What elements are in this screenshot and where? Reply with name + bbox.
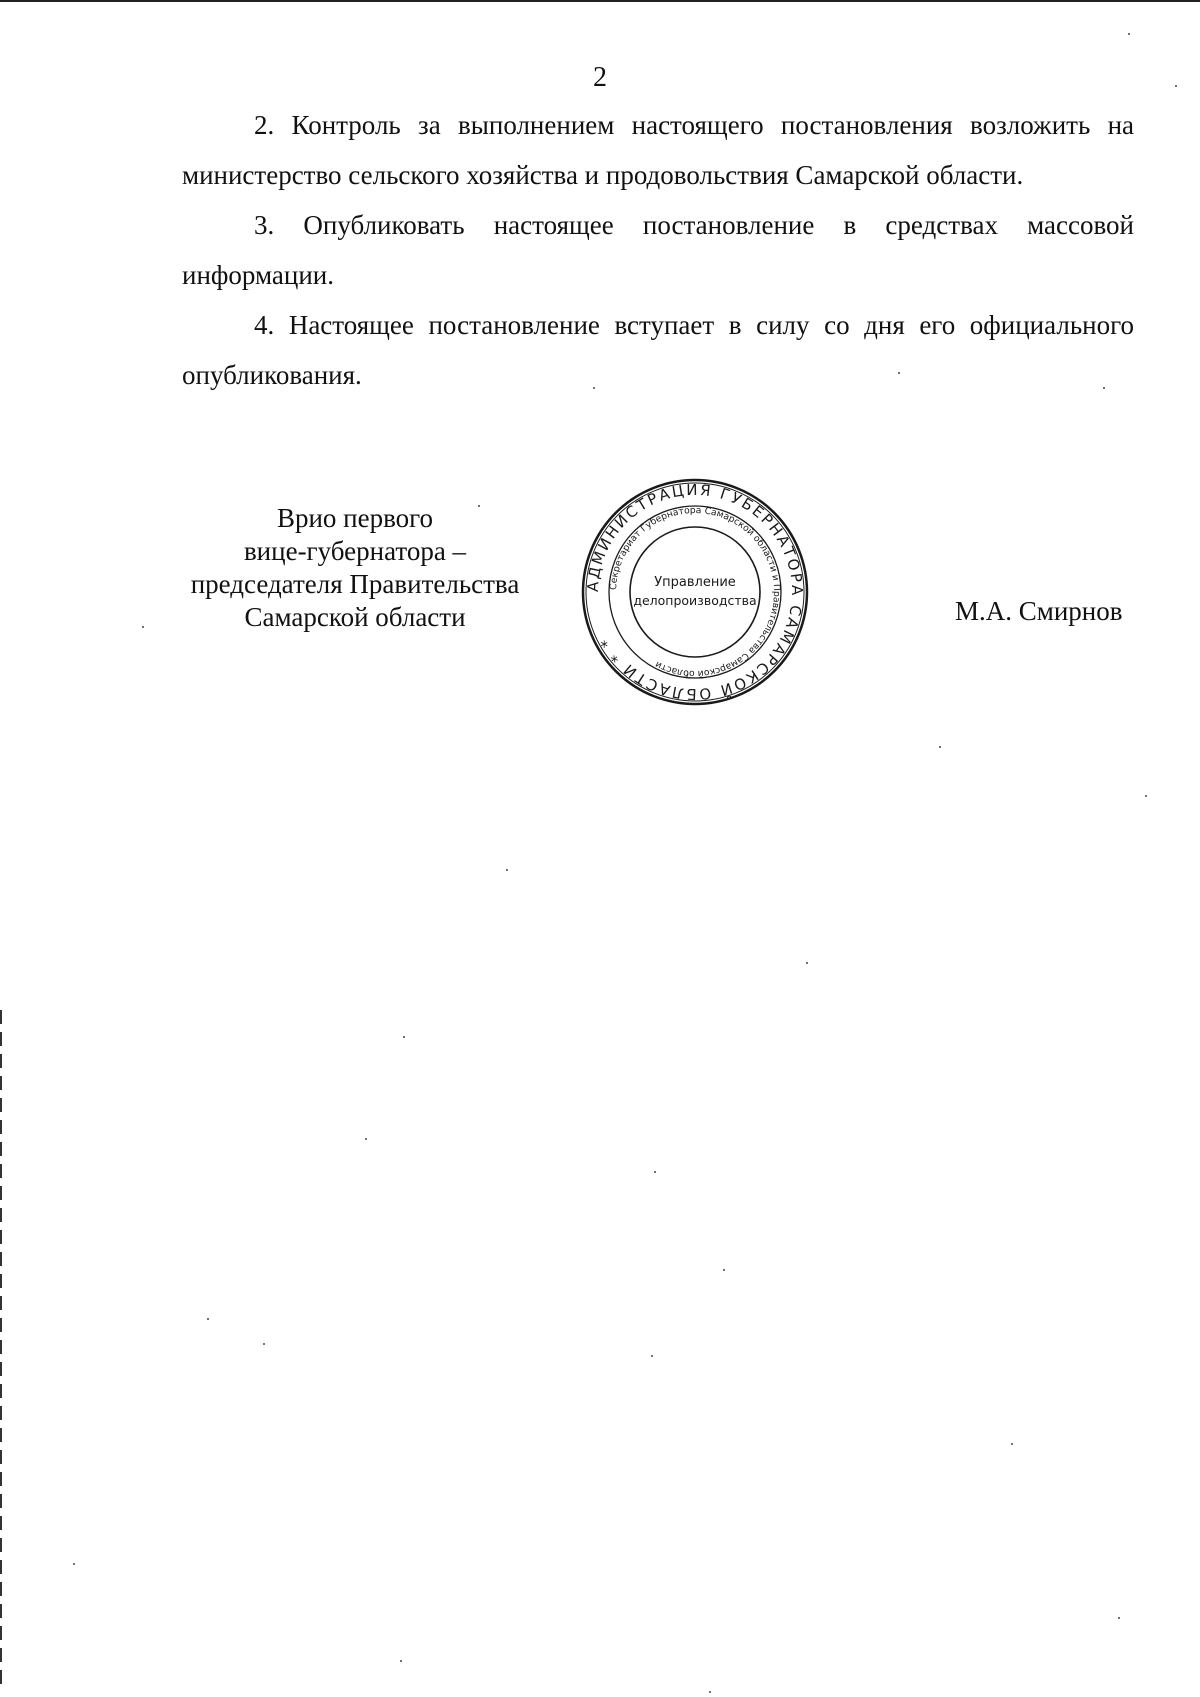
scan-edge-mark: [0, 1010, 2, 1690]
scan-speck: [1128, 33, 1130, 35]
scan-speck: [806, 962, 808, 964]
paragraph-item-3: 3. Опубликовать настоящее постановление в средствах массовой информации.: [182, 210, 1134, 290]
scan-speck: [1011, 1443, 1013, 1445]
scan-speck: [651, 1355, 653, 1357]
scan-speck: [654, 1171, 656, 1173]
scan-speck: [142, 626, 144, 628]
scan-speck: [73, 1563, 75, 1565]
page-number: 2: [593, 62, 607, 93]
scan-speck: [1103, 387, 1105, 389]
scan-speck: [263, 1343, 265, 1345]
scan-speck: [723, 1269, 725, 1271]
signatory-position-line: Самарской области: [244, 602, 466, 632]
scan-speck: [403, 1036, 405, 1038]
stamp-center-line-2: делопроизводства: [633, 593, 757, 608]
document-body: [182, 100, 1134, 400]
scan-speck: [365, 1138, 367, 1140]
signatory-position-line: вице-губернатора –: [243, 536, 467, 566]
signatory-position-line: Врио первого: [276, 503, 434, 533]
paragraph-item-4: 4. Настоящее постановление вступает в силу со дня его официального опубликования.: [182, 310, 1134, 390]
scan-speck: [207, 1318, 209, 1320]
scan-speck: [1145, 795, 1147, 797]
scan-speck: [1175, 85, 1177, 87]
stamp-inner-text: Секретариат Губернатора Самарской области и Правительства Самарской области: [607, 504, 783, 680]
signatory-name: М.А. Смирнов: [955, 596, 1123, 626]
stamp-outer-text: АДМИНИСТРАЦИЯ ГУБЕРНАТОРА САМАРСКОЙ ОБЛАСТИ * *: [583, 480, 807, 704]
signatory-position: [160, 502, 550, 634]
paragraph-item-2: 2. Контроль за выполнением настоящего постановления возложить на министерство сельского хозяйства и продовольствия Самарской области.: [182, 110, 1134, 190]
official-seal-stamp: [580, 477, 810, 707]
stamp-inner-ring: [630, 527, 760, 657]
scan-speck: [898, 372, 900, 374]
signatory-position-line: председателя Правительства: [190, 569, 520, 599]
scan-speck: [939, 746, 941, 748]
scan-speck: [506, 869, 508, 871]
top-border-line: [0, 0, 1200, 2]
scan-speck: [400, 1660, 402, 1662]
scan-speck: [593, 387, 595, 389]
scan-speck: [1118, 1617, 1120, 1619]
scan-speck: [478, 505, 480, 507]
scan-speck: [709, 1691, 711, 1693]
stamp-center-line-1: Управление: [654, 575, 736, 590]
